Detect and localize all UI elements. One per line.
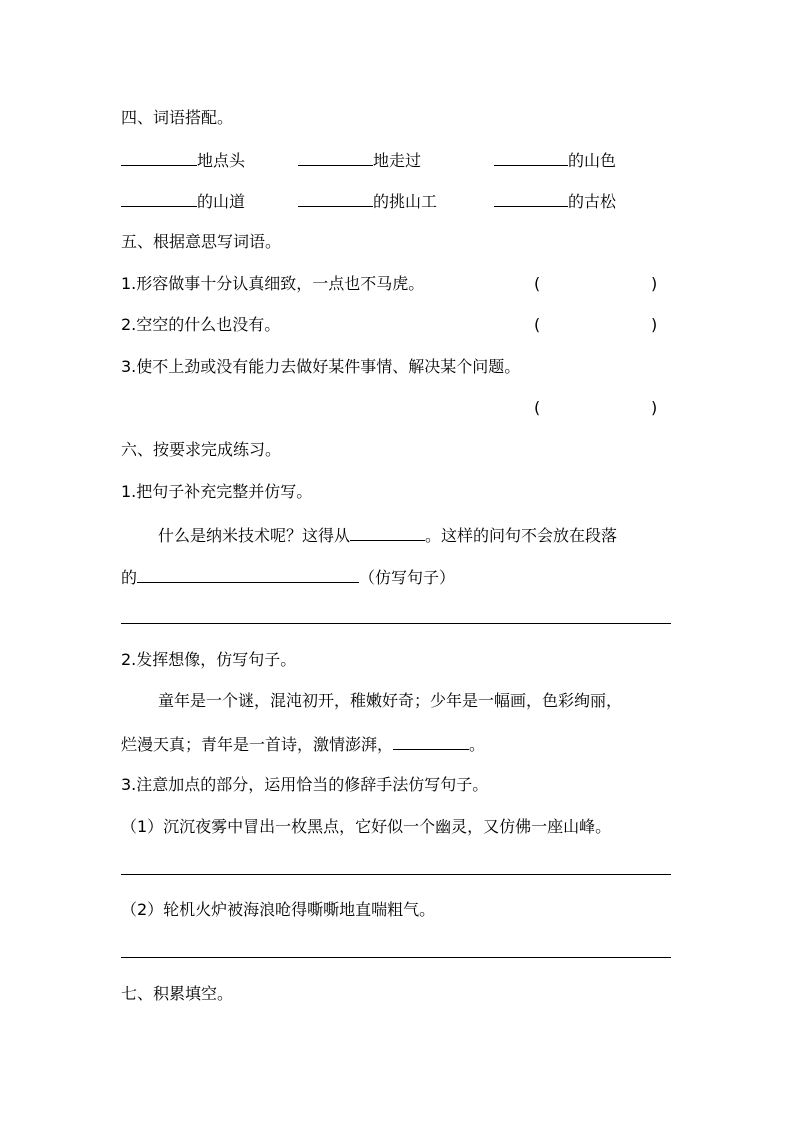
word-match-item-2: 地走过: [298, 149, 421, 171]
answer-line[interactable]: [121, 874, 671, 875]
answer-blank[interactable]: [494, 190, 568, 207]
answer-blank[interactable]: [137, 566, 359, 583]
answer-line[interactable]: [121, 623, 671, 624]
answer-blank[interactable]: [494, 149, 568, 166]
answer-blank[interactable]: [298, 190, 373, 207]
answer-blank[interactable]: [393, 733, 469, 750]
question-1-imitation: 的 （仿写句子）: [121, 568, 456, 587]
question-3-sub-2: （2）轮机火炉被海浪呛得嘶嘶地直喘粗气。: [121, 900, 436, 919]
section-5-title: 五、根据意思写词语。: [121, 232, 282, 251]
definition-item-3: 3.使不上劲或没有能力去做好某件事情、解决某个问题。: [121, 357, 521, 376]
answer-line[interactable]: [121, 957, 671, 958]
question-3-sub-1: （1）沉沉夜雾中冒出一枚黑点，它好似一个幽灵，又仿佛一座山峰。: [121, 817, 612, 836]
question-2-sentence-line-2: 烂漫天真；青年是一首诗，激情澎湃， 。: [121, 735, 486, 754]
question-2-sentence-line-1: 童年是一个谜，混沌初开，稚嫩好奇；少年是一幅画，色彩绚丽，: [158, 691, 623, 710]
answer-paren-close: ): [651, 315, 658, 334]
word-match-item-4: 的山道: [121, 190, 245, 212]
answer-blank[interactable]: [121, 190, 197, 207]
word-match-item-3: 的山色: [494, 149, 616, 171]
answer-paren-open: (: [534, 315, 541, 334]
word-match-item-1: 地点头: [121, 149, 245, 171]
question-1-sentence: 什么是纳米技术呢？这得从 。这样的问句不会放在段落: [158, 526, 618, 545]
answer-blank[interactable]: [350, 524, 425, 541]
section-6-title: 六、按要求完成练习。: [121, 440, 282, 459]
answer-blank[interactable]: [298, 149, 373, 166]
question-1-title: 1.把句子补充完整并仿写。: [121, 482, 313, 501]
question-3-title: 3.注意加点的部分，运用恰当的修辞手法仿写句子。: [121, 775, 489, 794]
question-2-title: 2.发挥想像，仿写句子。: [121, 650, 297, 669]
definition-item-1: 1.形容做事十分认真细致，一点也不马虎。: [121, 274, 425, 293]
word-match-item-6: 的古松: [494, 190, 616, 212]
answer-paren-close: ): [651, 274, 658, 293]
word-match-item-5: 的挑山工: [298, 190, 437, 212]
definition-item-2: 2.空空的什么也没有。: [121, 315, 281, 334]
section-4-title: 四、词语搭配。: [121, 108, 234, 127]
answer-paren-open: (: [534, 398, 541, 417]
answer-blank[interactable]: [121, 149, 197, 166]
answer-paren-open: (: [534, 274, 541, 293]
answer-paren-close: ): [651, 398, 658, 417]
section-7-title: 七、积累填空。: [121, 984, 234, 1003]
